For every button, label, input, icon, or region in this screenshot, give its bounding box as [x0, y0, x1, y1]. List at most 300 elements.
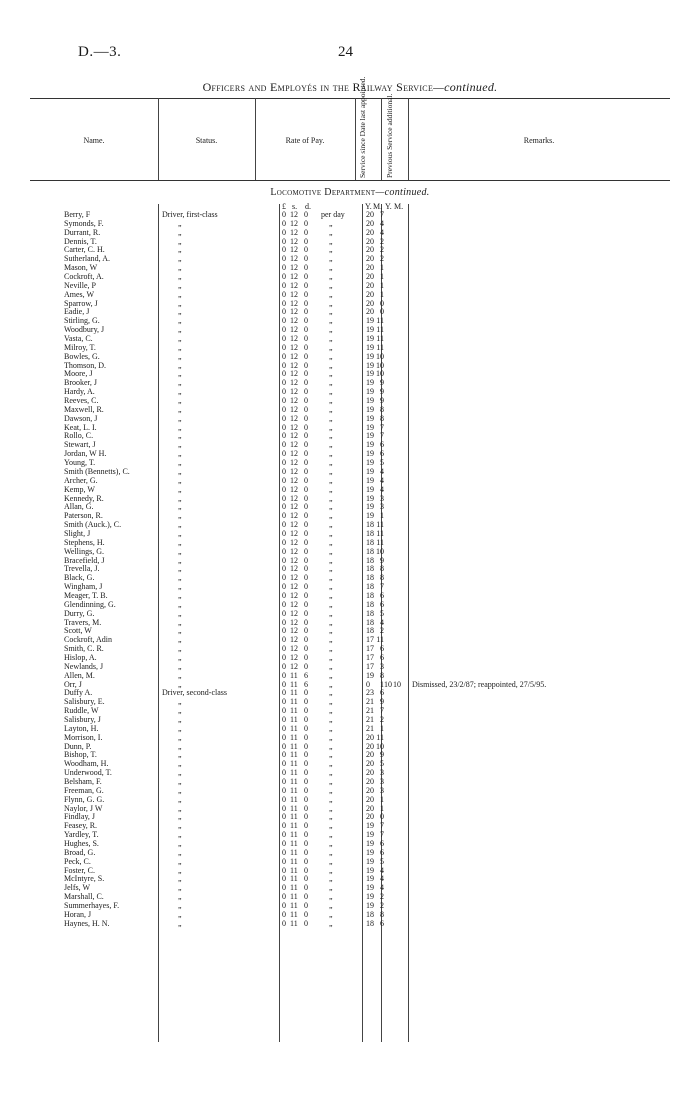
employee-name: Naylor, J W [64, 803, 103, 813]
pay-shillings: 12 [290, 617, 298, 627]
service-years: 20 [366, 307, 374, 317]
employee-name: Brooker, J [64, 378, 98, 388]
service-years: 17 [366, 644, 374, 654]
employee-name: Allen, M. [64, 670, 95, 680]
employee-name: Ruddle, W [64, 706, 99, 716]
employee-name: Black, G. [64, 573, 95, 583]
service-months: 2 [380, 626, 384, 636]
pay-pounds: 0 [282, 839, 286, 849]
service-months: 1 [380, 511, 384, 521]
employee-name: Archer, G. [64, 475, 98, 485]
pay-pounds: 0 [282, 617, 286, 627]
service-months: 9 [380, 750, 384, 760]
employee-name: Smith (Auck.), C. [64, 520, 122, 530]
service-years: 20 [366, 777, 374, 786]
service-months: 2 [380, 901, 384, 911]
table-row [0, 875, 700, 884]
pay-shillings: 12 [290, 626, 298, 636]
service-months: 9 [380, 378, 384, 388]
employee-name: Haynes, H. N. [64, 918, 110, 928]
service-years: 19 [366, 440, 374, 450]
status-ditto-mark: „ [178, 475, 182, 485]
service-years: 20 [366, 803, 374, 813]
pay-shillings: 11 [290, 741, 298, 751]
service-months: 1 [380, 794, 384, 804]
service-months: 3 [380, 502, 384, 512]
pay-pounds: 0 [282, 608, 286, 618]
table-row [0, 610, 700, 619]
service-months: 10 [376, 546, 384, 556]
pay-unit-ditto-mark: „ [329, 378, 333, 388]
employee-name: Rollo, C. [64, 431, 94, 441]
service-years: 18 [366, 520, 374, 530]
pay-pounds: 0 [282, 918, 286, 928]
pay-pounds: 0 [282, 856, 286, 866]
status-ditto-mark: „ [178, 413, 182, 423]
service-years: 18 [366, 573, 374, 583]
table-row [0, 477, 700, 486]
pay-unit-ditto-mark: „ [329, 493, 333, 503]
status-ditto-mark: „ [178, 218, 182, 228]
pay-pence: 0 [304, 334, 308, 344]
pay-pence: 0 [304, 263, 308, 273]
pay-pounds: 0 [282, 777, 286, 786]
employee-name: Bracefield, J [64, 555, 105, 565]
pay-pounds: 0 [282, 812, 286, 822]
pay-unit-ditto-mark: „ [329, 608, 333, 618]
pay-unit-ditto-mark: „ [329, 883, 333, 893]
pay-pounds: 0 [282, 803, 286, 813]
pay-pounds: 0 [282, 590, 286, 600]
status-ditto-mark: „ [178, 404, 182, 414]
service-years: 19 [366, 821, 374, 831]
pay-pounds: 0 [282, 458, 286, 468]
employee-name: Jelfs, W [64, 883, 91, 893]
pay-unit-ditto-mark: „ [329, 644, 333, 654]
pay-pounds: 0 [282, 307, 286, 317]
pay-pounds: 0 [282, 546, 286, 556]
pay-pence: 0 [304, 626, 308, 636]
employee-name: Bowles, G. [64, 351, 100, 361]
employee-name: Bishop, T. [64, 750, 97, 760]
service-months: 10 [376, 369, 384, 379]
pay-pounds: 0 [282, 785, 286, 795]
pay-shillings: 12 [290, 493, 298, 503]
status-ditto-mark: „ [178, 909, 182, 919]
status-ditto-mark: „ [178, 307, 182, 317]
status-ditto-mark: „ [178, 582, 182, 592]
service-months: 6 [380, 652, 384, 662]
pay-unit-ditto-mark: „ [329, 413, 333, 423]
service-months: 7 [380, 422, 384, 432]
pay-pounds: 0 [282, 422, 286, 432]
employee-name: Feasey, R. [64, 821, 98, 831]
table-row [0, 884, 700, 893]
unit-pence: d. [305, 202, 311, 211]
pay-shillings: 12 [290, 590, 298, 600]
pay-pence: 0 [304, 528, 308, 538]
status-ditto-mark: „ [178, 387, 182, 397]
table-row [0, 689, 700, 698]
service-months: 7 [380, 431, 384, 441]
pay-pence: 0 [304, 573, 308, 583]
pay-pounds: 0 [282, 865, 286, 875]
service-months: 1 [380, 679, 384, 689]
service-years: 18 [366, 608, 374, 618]
status-ditto-mark: „ [178, 590, 182, 600]
pay-unit-ditto-mark: „ [329, 573, 333, 583]
table-row [0, 565, 700, 574]
pay-pence: 0 [304, 697, 308, 707]
pay-unit-ditto-mark: „ [329, 484, 333, 494]
service-years: 19 [366, 830, 374, 840]
service-years: 19 [366, 404, 374, 414]
table-row [0, 388, 700, 397]
employee-name: Wingham, J [64, 582, 103, 592]
pay-pence: 0 [304, 555, 308, 565]
service-months: 1 [380, 289, 384, 299]
service-years: 19 [366, 892, 374, 902]
service-years: 20 [366, 236, 374, 246]
header-divider-4 [381, 98, 382, 180]
status-ditto-mark: „ [178, 227, 182, 237]
employee-name: Summerhayes, F. [64, 901, 120, 911]
table-row [0, 672, 700, 681]
service-months: 1 [380, 272, 384, 282]
section-title-main: Locomotive Department [270, 187, 376, 198]
pay-pounds: 0 [282, 901, 286, 911]
pay-shillings: 12 [290, 635, 298, 645]
service-months: 6 [380, 449, 384, 459]
pay-pence: 0 [304, 909, 308, 919]
employee-name: Belsham, F. [64, 777, 102, 786]
pay-pounds: 0 [282, 723, 286, 733]
employee-name: Symonds, F. [64, 218, 104, 228]
employee-name: Carter, C. H. [64, 245, 105, 255]
pay-shillings: 12 [290, 316, 298, 326]
pay-shillings: 12 [290, 307, 298, 317]
pay-pounds: 0 [282, 528, 286, 538]
employee-name: Salisbury, E. [64, 697, 105, 707]
service-years: 21 [366, 714, 374, 724]
pay-pence: 0 [304, 511, 308, 521]
pay-pounds: 0 [282, 794, 286, 804]
service-months: 6 [380, 599, 384, 609]
employee-name: Vasta, C. [64, 334, 93, 344]
pay-pence: 0 [304, 254, 308, 264]
service-years: 19 [366, 502, 374, 512]
service-months: 1 [380, 803, 384, 813]
service-years: 19 [366, 847, 374, 857]
pay-shillings: 12 [290, 387, 298, 397]
unit-pound: £ [282, 202, 286, 211]
service-months: 7 [380, 582, 384, 592]
table-row [0, 468, 700, 477]
pay-shillings: 12 [290, 582, 298, 592]
service-years: 18 [366, 582, 374, 592]
table-row [0, 698, 700, 707]
pay-pounds: 0 [282, 759, 286, 769]
status-ditto-mark: „ [178, 493, 182, 503]
pay-pence: 0 [304, 608, 308, 618]
service-years: 19 [366, 839, 374, 849]
status-ditto-mark: „ [178, 839, 182, 849]
pay-pence: 0 [304, 280, 308, 290]
status-ditto-mark: „ [178, 874, 182, 884]
status-ditto-mark: „ [178, 396, 182, 406]
status-ditto-mark: „ [178, 528, 182, 538]
service-years: 19 [366, 458, 374, 468]
service-months: 11 [376, 537, 384, 547]
service-months: 11 [376, 732, 384, 742]
pay-shillings: 12 [290, 466, 298, 476]
pay-pence: 0 [304, 369, 308, 379]
table-row [0, 725, 700, 734]
pay-unit-ditto-mark: „ [329, 245, 333, 255]
pay-shillings: 12 [290, 644, 298, 654]
service-months: 9 [380, 396, 384, 406]
service-months: 2 [380, 245, 384, 255]
service-months: 11 [376, 334, 384, 344]
employee-name: Keat, L. I. [64, 422, 97, 432]
pay-pence: 0 [304, 449, 308, 459]
pay-shillings: 11 [290, 865, 298, 875]
service-years: 20 [366, 812, 374, 822]
pay-shillings: 11 [290, 883, 298, 893]
pay-pounds: 0 [282, 821, 286, 831]
pay-pounds: 0 [282, 342, 286, 352]
service-months: 9 [380, 555, 384, 565]
service-months: 7 [380, 830, 384, 840]
service-months: 7 [380, 706, 384, 716]
pay-pounds: 0 [282, 263, 286, 273]
status-ditto-mark: „ [178, 537, 182, 547]
pay-unit-ditto-mark: „ [329, 732, 333, 742]
status-ditto-mark: „ [178, 573, 182, 583]
employee-name: Duffy A. [64, 688, 93, 698]
employee-name: Morrison, I. [64, 732, 103, 742]
pay-unit-ditto-mark: „ [329, 280, 333, 290]
employee-name: Paterson, R. [64, 511, 103, 521]
pay-shillings: 12 [290, 218, 298, 228]
pay-unit-ditto-mark: „ [329, 652, 333, 662]
service-months: 3 [380, 768, 384, 778]
pay-unit-ditto-mark: „ [329, 714, 333, 724]
service-months: 4 [380, 883, 384, 893]
service-years: 19 [366, 369, 374, 379]
service-months: 0 [380, 307, 384, 317]
service-months: 8 [380, 413, 384, 423]
status-ditto-mark: „ [178, 431, 182, 441]
pay-pence: 0 [304, 635, 308, 645]
pay-pence: 0 [304, 272, 308, 282]
pay-pence: 0 [304, 404, 308, 414]
employee-name: Neville, P [64, 280, 96, 290]
employee-name: Stephens, H. [64, 537, 105, 547]
table-row [0, 282, 700, 291]
pay-shillings: 12 [290, 263, 298, 273]
status-ditto-mark: „ [178, 785, 182, 795]
service-months: 6 [380, 847, 384, 857]
pay-unit-ditto-mark: „ [329, 697, 333, 707]
pay-pence: 0 [304, 688, 308, 698]
pay-shillings: 11 [290, 847, 298, 857]
employee-name: Mason, W [64, 263, 98, 273]
table-row [0, 503, 700, 512]
employee-name: Trevella, J. [64, 564, 100, 574]
pay-shillings: 12 [290, 475, 298, 485]
pay-unit-ditto-mark: „ [329, 812, 333, 822]
employee-name: Scott, W [64, 626, 92, 636]
service-years: 23 [366, 688, 374, 698]
table-row [0, 778, 700, 787]
service-years: 20 [366, 289, 374, 299]
pay-pence: 0 [304, 582, 308, 592]
pay-unit-ditto-mark: „ [329, 768, 333, 778]
employee-name: Freeman, G. [64, 785, 104, 795]
status-ditto-mark: „ [178, 679, 182, 689]
service-months: 4 [380, 484, 384, 494]
pay-shillings: 12 [290, 484, 298, 494]
service-months: 4 [380, 874, 384, 884]
service-years: 19 [366, 316, 374, 326]
employee-name: Horan, J [64, 909, 92, 919]
pay-unit-ditto-mark: „ [329, 360, 333, 370]
pay-pounds: 0 [282, 334, 286, 344]
pay-unit-ditto-mark: „ [329, 440, 333, 450]
col-header-rate: Rate of Pay. [285, 136, 325, 145]
table-row [0, 663, 700, 672]
service-months: 0 [380, 298, 384, 308]
pay-pounds: 0 [282, 378, 286, 388]
pay-pounds: 0 [282, 272, 286, 282]
pay-shillings: 11 [290, 909, 298, 919]
section-title [0, 187, 700, 198]
table-row [0, 273, 700, 282]
pay-pence: 0 [304, 803, 308, 813]
pay-pence: 0 [304, 227, 308, 237]
pay-unit-ditto-mark: „ [329, 723, 333, 733]
table-row [0, 858, 700, 867]
pay-pounds: 0 [282, 555, 286, 565]
pay-unit-ditto-mark: „ [329, 537, 333, 547]
employee-name: Woodbury, J [64, 325, 105, 335]
table-row [0, 645, 700, 654]
service-months: 11 [376, 528, 384, 538]
pay-pence: 0 [304, 661, 308, 671]
service-months: 10 [376, 360, 384, 370]
pay-unit-ditto-mark: „ [329, 750, 333, 760]
pay-pence: 0 [304, 590, 308, 600]
status-ditto-mark: „ [178, 644, 182, 654]
pay-pence: 0 [304, 236, 308, 246]
pay-pence: 0 [304, 812, 308, 822]
service-years: 19 [366, 396, 374, 406]
pay-pounds: 0 [282, 369, 286, 379]
service-months: 6 [380, 688, 384, 698]
service-months: 6 [380, 918, 384, 928]
header-top-rule [30, 98, 670, 99]
pay-pence: 0 [304, 741, 308, 751]
service-years: 18 [366, 555, 374, 565]
pay-pence: 0 [304, 901, 308, 911]
pay-shillings: 12 [290, 272, 298, 282]
status-ditto-mark: „ [178, 280, 182, 290]
status-ditto-mark: „ [178, 626, 182, 636]
pay-unit-ditto-mark: „ [329, 227, 333, 237]
pay-unit-ditto-mark: „ [329, 254, 333, 264]
table-row [0, 574, 700, 583]
header-bottom-rule [30, 180, 670, 181]
pay-shillings: 12 [290, 661, 298, 671]
service-years: 21 [366, 723, 374, 733]
pay-pounds: 0 [282, 883, 286, 893]
employee-name: Milroy, T. [64, 342, 96, 352]
service-years: 19 [366, 413, 374, 423]
employee-name: McIntyre, S. [64, 874, 105, 884]
pay-pence: 0 [304, 387, 308, 397]
pay-unit-ditto-mark: „ [329, 909, 333, 919]
pay-unit-ditto-mark: „ [329, 590, 333, 600]
service-months: 4 [380, 466, 384, 476]
pay-shillings: 12 [290, 528, 298, 538]
pay-shillings: 11 [290, 785, 298, 795]
table-row [0, 822, 700, 831]
pay-pence: 0 [304, 396, 308, 406]
pay-pence: 0 [304, 777, 308, 786]
pay-shillings: 12 [290, 413, 298, 423]
pay-unit-ditto-mark: „ [329, 856, 333, 866]
pay-pounds: 0 [282, 493, 286, 503]
status-ditto-mark: „ [178, 706, 182, 716]
pay-pounds: 0 [282, 475, 286, 485]
pay-pence: 0 [304, 502, 308, 512]
service-months: 8 [380, 404, 384, 414]
pay-pounds: 0 [282, 697, 286, 707]
employee-name: Eadie, J [64, 307, 90, 317]
pay-unit-ditto-mark: „ [329, 369, 333, 379]
status-ditto-mark: „ [178, 661, 182, 671]
pay-shillings: 12 [290, 325, 298, 335]
pay-pence: 0 [304, 218, 308, 228]
employee-name: Moore, J [64, 369, 93, 379]
pay-unit-ditto-mark: „ [329, 475, 333, 485]
pay-shillings: 12 [290, 449, 298, 459]
employee-table [0, 211, 700, 929]
pay-unit-ditto-mark: „ [329, 316, 333, 326]
table-row [0, 308, 700, 317]
section-title-continued: —continued. [375, 187, 430, 198]
pay-pence: 0 [304, 750, 308, 760]
pay-pounds: 0 [282, 404, 286, 414]
service-months: 2 [380, 714, 384, 724]
pay-pence: 0 [304, 644, 308, 654]
col-header-service: Service since Date last appointed. [358, 76, 367, 178]
table-row [0, 840, 700, 849]
pay-pounds: 0 [282, 679, 286, 689]
employee-name: Foster, C. [64, 865, 96, 875]
service-months: 3 [380, 777, 384, 786]
pay-unit-ditto-mark: „ [329, 396, 333, 406]
pay-pounds: 0 [282, 289, 286, 299]
employee-name: Cockroft, Adin [64, 635, 112, 645]
service-years: 20 [366, 759, 374, 769]
pay-pence: 0 [304, 351, 308, 361]
pay-pounds: 0 [282, 892, 286, 902]
pay-pence: 0 [304, 458, 308, 468]
page-title-continued: —continued. [433, 80, 498, 94]
pay-unit-ditto-mark: „ [329, 830, 333, 840]
